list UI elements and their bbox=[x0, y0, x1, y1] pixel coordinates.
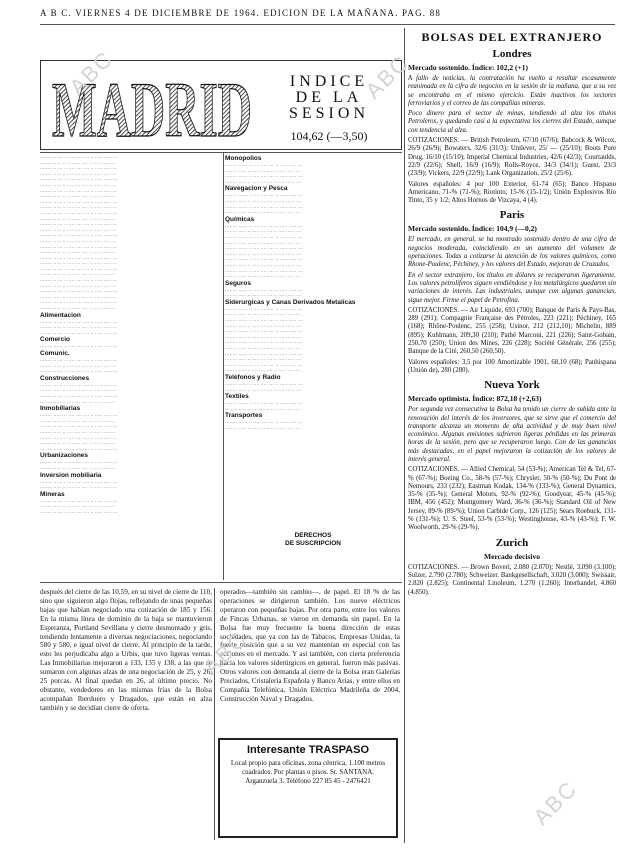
market-report-left: después del cierre de las 10,59, en su nivel de cierre de 110, sino que siguieron algo flojas, reflejando de unas pequeñas bajas que habían negociado una cotización de 185 y 156. En la misma línea de dominio de la baja se mantuvieron Esperanza, Portland Sevillana y cierre desmontado y gris, tendiendo lentamente a diversas negociaciones, negociando 580 y 580, e igual nivel de cierre. Al principio de la tarde, esto les perjudicaba algo a Urbis, que tuvo ligeras ventas. Las Inmobiliarias mejoraron a 133, 135 y 138, a las que se sumaron con algunas alzas de una negociación de 25, y 26, 25 porcas. Al final quedan en 26, al último precio. No obstante, vendedores en las mismas frías de la Bolsa acompañan Iberduero y Dragados, que están en alza también y se decidían cierre de oferta. bbox=[40, 588, 212, 712]
filler-rows: ········ ······ ·· ···· ···· ···· ·· ····· ····· ··· ········ ····· ·· ···· ···· ···· ·· ····· ····· ··· ········ ······ ·· ···· ···· ···· ·· ····· ····· ··· ········ ····· ·· ···· ···· ···· ·· ····· ····· ··· ········ ······ ·· ···· ···· ···· ·· ····· ····· ··· ········ ····· ·· ···· ···· ···· ·· ····· ····· ··· ········ ······ ·· ···· ···· ···· ·· ····· ····· ··· ········ ····· ·· ···· ···· ···· ·· ····· ····· ··· ········ ······ ·· ···· ···· ···· ·· ····· ····· ··· ········ ····· ·· ···· ···· ···· ·· ····· ····· ··· ········ ······ ·· ···· ···· ···· ·· ····· ····· ··· ········ ····· ·· ···· ···· ···· ·· ····· ····· ··· bbox=[225, 306, 303, 374]
section-alimentacion: Alimentacion bbox=[40, 311, 81, 319]
london-para-1: A fallo de noticias, la contratación ha vuelto a resultar escasamente reanimada en la cifra de negocios en la sesión de la mañana, que a su vez se encontraba en el mismo ejercicio. Están inactivos los sectores ferroviarios y el correo de las compañías mineras. bbox=[408, 75, 616, 107]
section-monopolios: Monopolios bbox=[225, 155, 262, 162]
zurich-market: Mercado decisivo bbox=[484, 551, 540, 561]
body-separator bbox=[214, 588, 215, 840]
london-quotes: COTIZACIONES. — British Petroleum, 67/10 (67/6); Babcock & Wilcox, 26/9 (26/9); Bowaters, 32/6 (31/3); Unilever, 25/ — (25/10); Boots Pure Drug, 16/10 (15/10); Imperial Chemical Industries, 42/6 (42/3); Courtaulds, 22/9 (22/6); Shell, 16/9 (16/9); Rolls-Royce, 34/3 (34/1); Guest, 23/3 (23/9); Vickers, 22/9 (22/9); Lank Organization, 25/2 (25/6). bbox=[408, 137, 616, 178]
filler-rows: ········ ······ ·· ···· ···· ···· ·· ····· ····· ··· ········ ····· ·· ···· ···· ···· ·· ····· ····· ··· ········ ······ ·· ···· ···· ···· ·· ····· ····· ··· ········ ····· ·· ···· ···· ···· ·· ····· ····· ··· bbox=[225, 163, 303, 185]
filler-rows: ········ ······ ·· ···· ···· ···· ·· ····· ····· ··· ········ ····· ·· ···· ···· ···· ·· ····· ····· ··· ········ ······ ·· ···· ···· ···· ·· ····· ····· ··· ········ ····· ·· ···· ···· ···· ·· ····· ····· ··· bbox=[40, 382, 118, 405]
filler-rows: ········ ······ ·· ···· ···· ···· ·· ····· ····· ··· ········ ····· ·· ···· ···· ···· ·· ····· ····· ··· ········ ······ ·· ···· ···· ···· ·· ····· ····· ··· ········ ····· ·· ···· ···· ···· ·· ····· ····· ··· ········ ······ ·· ···· ···· ···· ·· ····· ····· ··· ········ ····· ·· ···· ···· ···· ·· ····· ····· ··· ········ ······ ·· ···· ···· ···· ·· ····· ····· ··· ········ ····· ·· ···· ···· ···· ·· ····· ····· ··· ········ ······ ·· ···· ···· ···· ·· ····· ····· ··· ········ ····· ·· ···· ···· ···· ·· ····· ····· ··· ········ ······ ·· ···· ···· ···· ·· ····· ····· ··· ········ ····· ·· ···· ···· ···· ·· ····· ····· ··· ········ ······ ·· ···· ···· ···· ·· ····· ····· ··· ········ ····· ·· ···· ···· ···· ·· ····· ····· ··· ········ ······ ·· ···· ···· ···· ·· ····· ····· ··· ········ ····· ·· ···· ···· ···· ·· ····· ····· ··· ········ ······ ·· ···· ···· ···· ·· ····· ····· ··· ········ ····· ·· ···· ···· ···· ·· ····· ····· ··· ········ ······ ·· ···· ···· ···· ·· ····· ····· ··· ········ ····· ·· ···· ···· ···· ·· ····· ····· ··· ········ ······ ·· ···· ···· ···· ·· ····· ····· ··· ········ ····· ·· ···· ···· ···· ·· ····· ····· ··· ········ ······ ·· ···· ···· ···· ·· ····· ····· ··· ········ ····· ·· ···· ···· ···· ·· ····· ····· ··· ········ ······ ·· ···· ···· ···· ·· ····· ····· ··· ········ ····· ·· ···· ···· ···· ·· ····· ····· ··· ········ ······ ·· ···· ···· ···· ·· ····· ····· ··· ········ ····· ·· ···· ···· ···· ·· ····· ····· ··· bbox=[40, 155, 118, 312]
section-inversion-mobiliaria: Inversion mobiliaria bbox=[40, 471, 102, 479]
market-report-mid: operados—también sin cambio—, de papel. El 18 % de las operaciones se dirigieron también. Los nueve eléctricos operaron con pequeñas bajas. Por otra parte, entre los valores de Fincas Urbanas, se vieron en demanda sin papel. En la Bolsa fue muy frecuente la buena dirección de estas sociedades, que ya con las de Tabacos, Empresas Unidas, la fuerte posición que a su vez mantenían en especial con las acciones en el mercado. Y así también, con cierta preferencia hacia los valores siderúrgicos en general, fueron más pasivas. Otros valores con demanda al cierre de la Bolsa eran Galerías Preciados, Cristalería Española y Banco Arias, y entre ellos en Compañía Telefónica, Unión Eléctrica Madrileña de 2004, Construcción Naval y Dragados. bbox=[220, 588, 400, 703]
column-separator bbox=[223, 152, 224, 580]
london-para-3: Valores españoles: 4 por 100 Exterior, 61-74 (65); Banco Hispano Americano, 71-% (71-%); Riotinto, 15-% (15-1/2); Unión Explosivos Río Tinto, 35 y 1/2; Altos Hornos de Vizcaya, 4 (4). bbox=[408, 180, 616, 205]
filler-rows: ········ ······ ·· ···· ···· ···· ·· ····· ····· ··· ········ ····· ·· ···· ···· ···· ·· ····· ····· ··· bbox=[225, 401, 303, 412]
section-urbanizaciones: Urbanizaciones bbox=[40, 452, 89, 460]
abc-watermark: ABC bbox=[64, 45, 119, 100]
foreign-markets-title: BOLSAS DEL EXTRANJERO bbox=[421, 30, 603, 44]
filler-rows: ········ ······ ·· ···· ···· ···· ·· ····· ····· ··· ········ ····· ·· ···· ···· ···· ·· ····· ····· ··· bbox=[225, 420, 303, 431]
derechos-suscripcion-heading bbox=[228, 532, 398, 548]
indice-line-1: INDICE bbox=[289, 73, 369, 90]
section-telefonos: Teléfonos y Radio bbox=[225, 374, 281, 381]
paris-para-2: En el sector extranjero, los títulos en dólares se recuperaron ligeramente. Los valores petrolíferos siguen vendiéndose y los metalúrgicos quedaron sin variaciones de interés. Las industriales, aunque con algunas ganancias, sigue mejor. Firme el papel de Petrofina. bbox=[408, 271, 616, 304]
abc-watermark: ABC bbox=[528, 775, 583, 830]
newyork-quotes: COTIZACIONES. — Allied Chemical, 54 (53-%); American Tel & Tel, 67-% (67-%); Boeing Co., 58-% (57-%); Chrysler, 50-% (50-%); Du Pont de Nemours, 233 (232); Eastman Kodak, 134-% (133-%); General Dynamics, 35-% (35-%); General Motors, 92-% (92-%); Goodyear, 45-% (45-%); IBM, 456 (452); Montgomery Ward, 36-% (36-%); Standard Oil of New Jersey, 89-% (89-%); Union Carbide Corp., 126 (125); Sears Roebuck, 131-% (131-%); U. S. Steel, 53-% (53-%); Westinghouse, 43-% (43-%); F. W. Woolworth, 29-% (29-%). bbox=[408, 466, 616, 532]
filler-rows: ········ ······ ·· ···· ···· ···· ·· ····· ····· ··· ········ ····· ·· ···· ···· ···· ·· ····· ····· ··· ········ ······ ·· ···· ···· ···· ·· ····· ····· ··· ········ ····· ·· ···· ···· ···· ·· ····· ····· ··· ········ ······ ·· ···· ···· ···· ·· ····· ····· ··· ········ ····· ·· ···· ···· ···· ·· ····· ····· ··· ········ ······ ·· ···· ···· ···· ·· ····· ····· ··· ········ ····· ·· ···· ···· ···· ·· ····· ····· ··· ········ ······ ·· ···· ···· ···· ·· ····· ····· ··· ········ ····· ·· ···· ···· ···· ·· ····· ····· ··· bbox=[225, 223, 303, 280]
zurich-quotes: COTIZACIONES. — Brown Boveri, 2.080 (2.070); Nestlé, 3.090 (3.100); Sulzer, 2.790 (2.780); Schweizer. Bankgesellschaft, 3.020 (3.000); Swissair, 2.820 (2.825); Continental Linoleum, 1.270 (1.260); Interhandel, 4.860 (4.850). bbox=[408, 563, 616, 596]
filler-rows: ········ ······ ·· ···· ···· ···· ·· ····· ····· ··· ········ ····· ·· ···· ···· ···· ·· ····· ····· ··· bbox=[225, 382, 303, 393]
abc-watermark: ABC bbox=[360, 49, 415, 104]
paris-para-3: Valores españoles: 3,5 por 100 Amortizable 1901, 68,10 (68); Panhispana (Unión de), 280 (280). bbox=[408, 358, 616, 374]
traspaso-ad bbox=[218, 738, 398, 838]
section-seguros: Seguros bbox=[225, 279, 252, 287]
paris-quotes: COTIZACIONES. — Air Liquide, 693 (700); Banque de Paris & Pays-Bas, 289 (291); Compagnie Française des Pétroles, 223 (221); Péchiney, 165 (168); Rhône-Poulenc, 255 (258); Usinor, 212 (212,10); Michelin, 889 (895); Kuhlmann, 209,30 (210); Pathé Marconi, 221 (226); Saint-Gobain, 250,70 (250); Union des Mines, 226 (228); Société Générale, 256 (255); Banque de la Cité, 260,50 (260,50). bbox=[408, 306, 616, 356]
zurich-heading: Zurich bbox=[495, 536, 529, 549]
section-comunic: Comunic. bbox=[40, 350, 70, 357]
london-heading: Londres bbox=[492, 48, 532, 60]
newyork-para-1: Por segunda vez consecutiva la Bolsa ha tenido un cierre de subida ante la renovación del interés de los inversores, que se sirve que el comercio del transporte alcanza un momento de alta actividad y de muy buen nivel económico. Algunas emisiones sufrieron ligeras pérdidas en las primeras horas de la sesión, pero que se recuperaron luego. Con de las ganancias más destacadas, en el papel mejoraron la cotización de los valores de interés general. bbox=[408, 406, 616, 463]
quotes-table-mid bbox=[225, 155, 405, 585]
ad-body: Local propio para oficinas, zona céntrica, 1.100 metros cuadrados. Por plantas o pisos. Sr. SANTANA. Arganzuela 3. Teléfono 227 85 45 - 2476421 bbox=[230, 759, 386, 785]
section-comercio: Comercio bbox=[40, 336, 70, 344]
filler-rows: ········ ······ ·· ···· ···· ···· ·· ····· ····· ··· bbox=[40, 344, 118, 350]
london-market: Mercado sostenido. Índice: 102,2 (+1) bbox=[408, 63, 528, 72]
section-mineras: Mineras bbox=[40, 490, 65, 498]
filler-rows: ········ ······ ·· ···· ···· ···· ·· ····· ····· ··· ········ ····· ·· ···· ···· ···· ·· ····· ····· ··· bbox=[225, 287, 303, 299]
header-rule bbox=[40, 24, 615, 25]
ad-title: Interesante TRASPASO bbox=[246, 744, 370, 756]
derechos-line-2: DE SUSCRIPCION bbox=[285, 540, 341, 547]
filler-rows: ········ ······ ·· ···· ···· ···· ·· ····· ····· ··· ········ ····· ·· ···· ···· ···· ·· ····· ····· ··· ········ ······ ·· ···· ···· ···· ·· ····· ····· ··· bbox=[40, 319, 118, 336]
filler-rows: ········ ······ ·· ···· ···· ···· ·· ····· ····· ··· ········ ····· ·· ···· ···· ···· ·· ····· ····· ··· ········ ······ ·· ···· ···· ···· ·· ····· ····· ··· bbox=[40, 498, 118, 515]
indice-line-2: DE LA bbox=[295, 89, 363, 106]
foreign-markets-column bbox=[408, 30, 616, 842]
abc-watermark: ABC bbox=[198, 625, 253, 680]
london-para-2: Poco dinero para el sector de minas, tendiendo al alza los títulos Petroleros, y quedando casi a la expectativa los cierres del Estado, aunque con tendencia al alza. bbox=[408, 110, 616, 134]
filler-rows: ········ ······ ·· ···· ···· ···· ·· ····· ····· ··· ········ ····· ·· ···· ···· ···· ·· ····· ····· ··· ········ ······ ·· ···· ···· ···· ·· ····· ····· ··· bbox=[40, 358, 118, 375]
derechos-line-1: DERECHOS bbox=[294, 532, 332, 539]
filler-rows: ········ ······ ·· ···· ···· ···· ·· ····· ····· ··· ········ ····· ·· ···· ···· ···· ·· ····· ····· ··· bbox=[40, 460, 118, 471]
paris-market: Mercado sostenido. Índice: 104,9 (—0,2) bbox=[408, 224, 537, 234]
newyork-market: Mercado optimista. Índice: 872,18 (+2,63) bbox=[408, 394, 542, 404]
section-inmobiliarias: Inmobiliarias bbox=[40, 405, 81, 413]
page-header: A B C. VIERNES 4 DE DICIEMBRE DE 1964. EDICION DE LA MAÑANA. PAG. 88 bbox=[40, 8, 442, 18]
section-navegacion: Navegacion y Pesca bbox=[225, 185, 288, 193]
section-siderurgicas: Siderurgicas y Canas Derivados Metalicas bbox=[225, 298, 356, 306]
section-quimicas: Químicas bbox=[225, 215, 255, 223]
filler-rows: ········ ······ ·· ···· ···· ···· ·· ····· ····· ··· ········ ····· ·· ···· ···· ···· ·· ····· ····· ··· ········ ······ ·· ···· ···· ···· ·· ····· ····· ··· ········ ····· ·· ···· ···· ···· ·· ····· ····· ··· bbox=[225, 193, 303, 216]
section-transportes: Transportes bbox=[225, 412, 263, 420]
indice-line-3: SESION bbox=[288, 105, 369, 122]
newyork-heading: Nueva York bbox=[484, 379, 540, 392]
paris-heading: Paris bbox=[499, 209, 525, 222]
table-top-rule bbox=[40, 152, 402, 153]
section-construcciones: Construcciones bbox=[40, 374, 90, 382]
madrid-logo-text: MADRID bbox=[52, 72, 252, 144]
section-textiles: Textiles bbox=[225, 393, 249, 401]
filler-rows: ········ ······ ·· ···· ···· ···· ·· ····· ····· ··· ········ ····· ·· ···· ···· ···· ·· ····· ····· ··· bbox=[40, 479, 118, 491]
indice-value: 104,62 (—3,50) bbox=[290, 129, 368, 143]
filler-rows: ········ ······ ·· ···· ···· ···· ·· ····· ····· ··· ········ ····· ·· ···· ···· ···· ·· ····· ····· ··· ········ ······ ·· ···· ···· ···· ·· ····· ····· ··· ········ ····· ·· ···· ···· ···· ·· ····· ····· ··· ········ ······ ·· ···· ···· ···· ·· ····· ····· ··· ········ ····· ·· ···· ···· ···· ·· ····· ····· ··· ········ ······ ·· ···· ···· ···· ·· ····· ····· ··· bbox=[40, 413, 118, 452]
quotes-table-left bbox=[40, 155, 222, 585]
paris-para-1: El mercado, en general, se ha mostrado sostenido dentro de una cifra de negocios moderada, coincidiendo en un aumento del volumen de operaciones. Todas a cotizarse la atención de los valores químicos, como Rhone-Poulenc, Péchiney, y los valores del Estado, mejoran de Cruzados. bbox=[408, 236, 616, 269]
